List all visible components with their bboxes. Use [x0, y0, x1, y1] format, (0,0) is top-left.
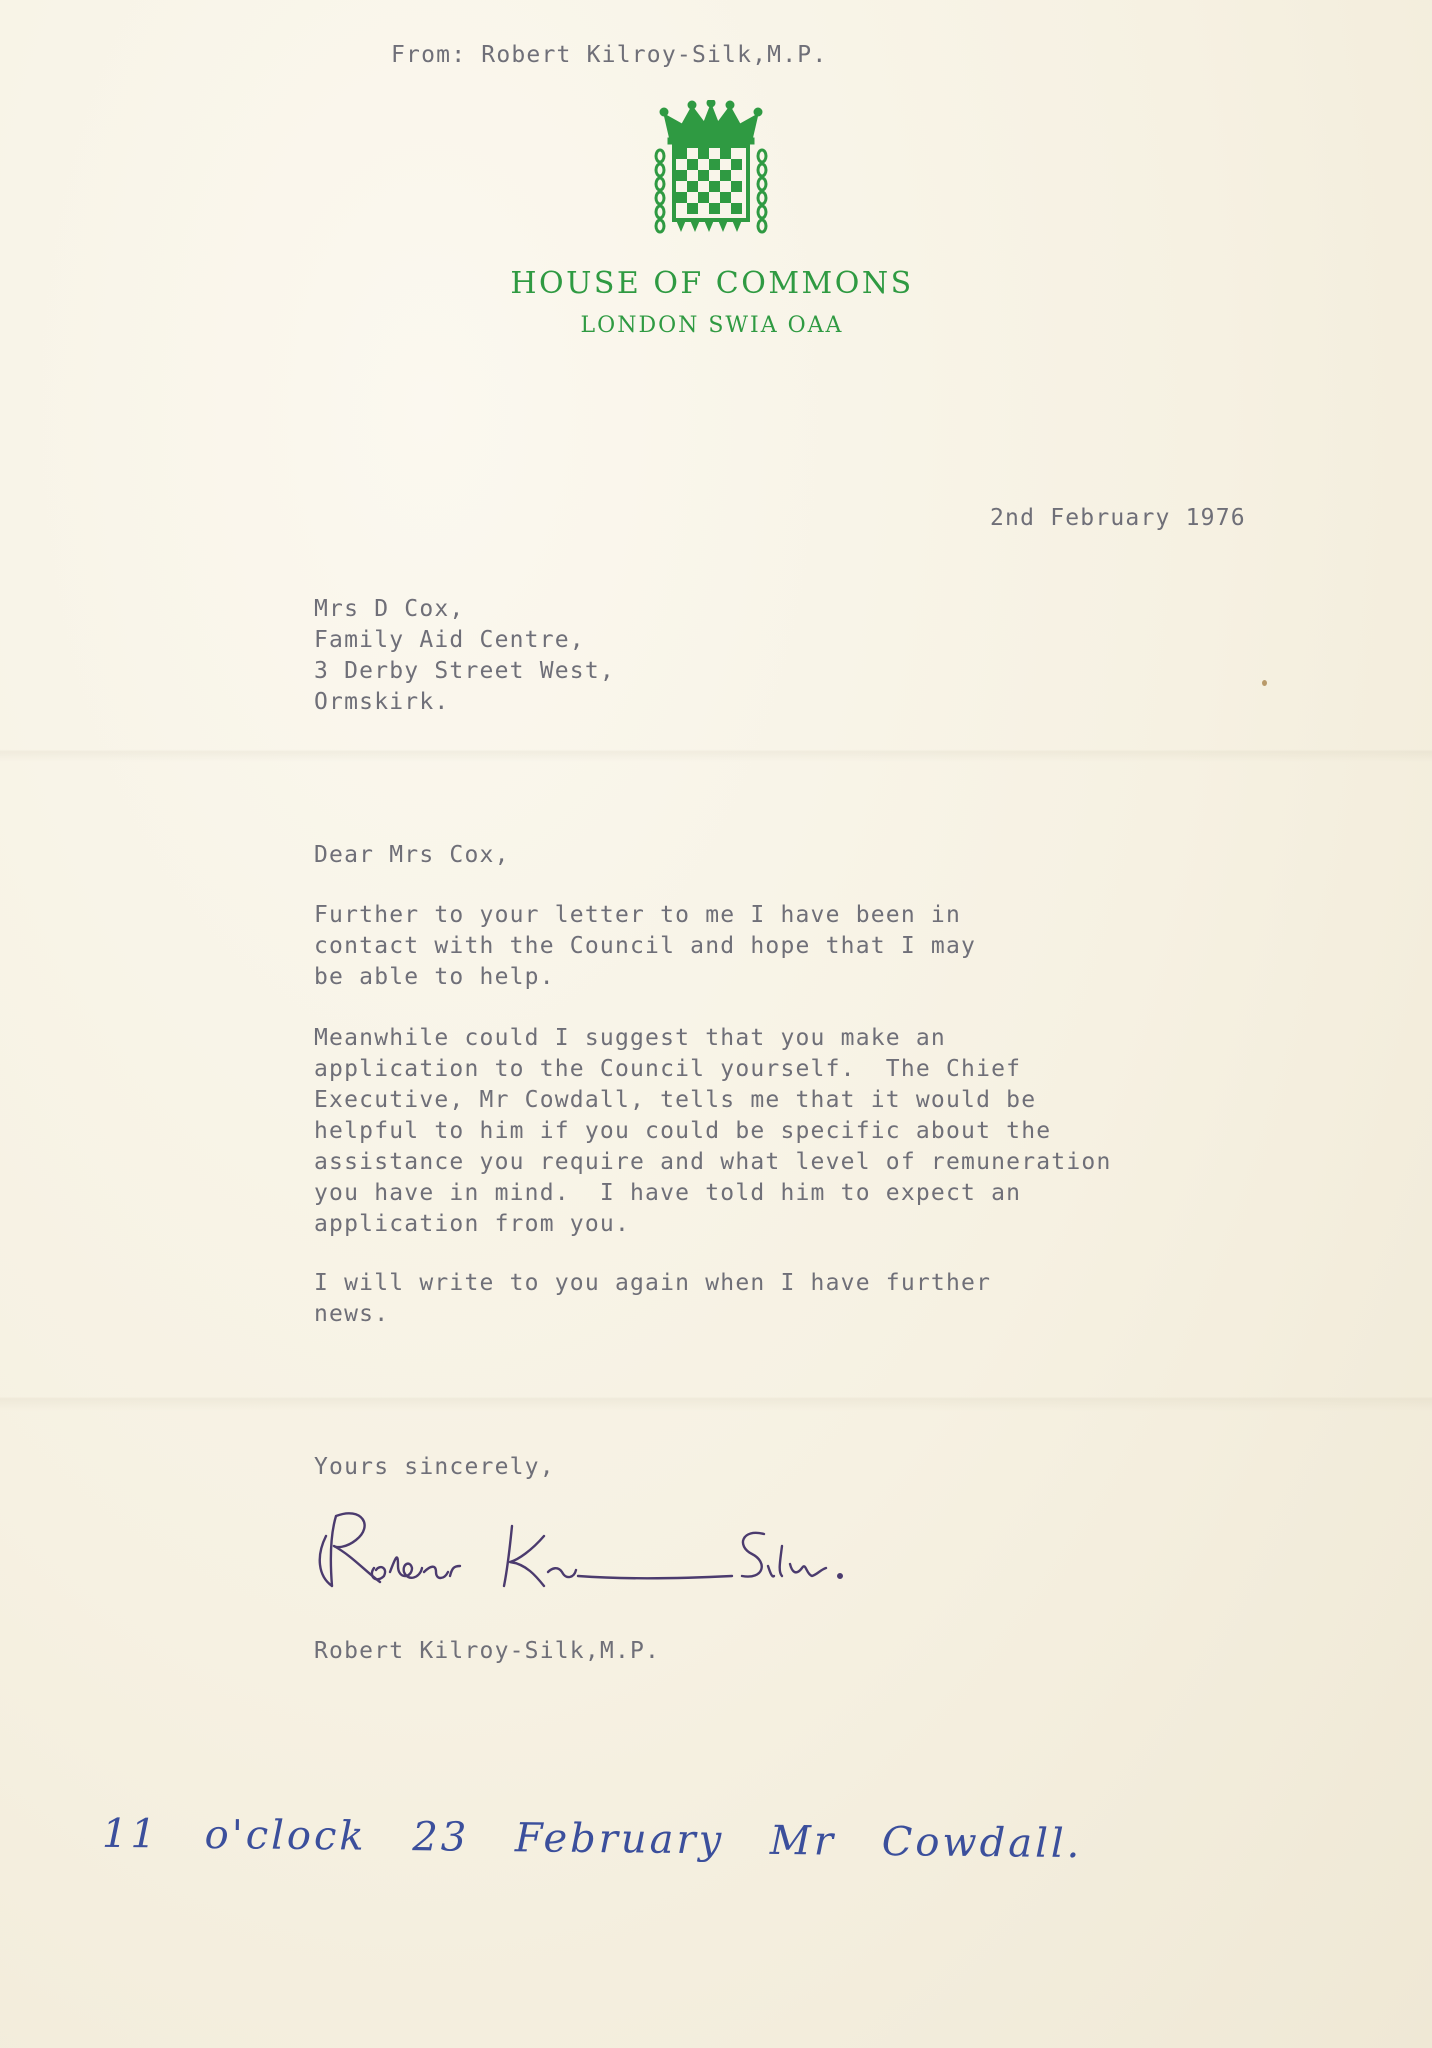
signatory-name: Robert Kilroy-Silk,M.P.: [314, 1638, 661, 1664]
body-line: assistance you require and what level of remuneration: [314, 1149, 1112, 1175]
body-line: application from you.: [314, 1211, 630, 1237]
salutation: Dear Mrs Cox,: [314, 842, 510, 868]
letter-date: 2nd February 1976: [990, 505, 1246, 531]
body-line: you have in mind. I have told him to expect an: [314, 1180, 1022, 1206]
body-line: helpful to him if you could be specific about the: [314, 1118, 1052, 1144]
recipient-line: 3 Derby Street West,: [314, 658, 615, 684]
body-line: I will write to you again when I have further: [314, 1270, 992, 1296]
paper-speck: [1262, 680, 1267, 686]
house-name: HOUSE OF COMMONS: [510, 266, 914, 301]
house-address: LONDON SWIA OAA: [580, 313, 844, 338]
portcullis-crown-icon: [652, 100, 770, 238]
recipient-line: Mrs D Cox,: [314, 596, 465, 622]
recipient-address: [314, 594, 615, 718]
body-line: Further to your letter to me I have been in: [314, 902, 962, 928]
body-line: application to the Council yourself. The Chief: [314, 1056, 1022, 1082]
body-paragraph: [314, 900, 976, 993]
body-paragraph: [314, 1023, 1112, 1240]
recipient-line: Family Aid Centre,: [314, 627, 585, 653]
body-line: contact with the Council and hope that I may: [314, 933, 977, 959]
from-line: From: Robert Kilroy-Silk,M.P.: [391, 42, 828, 68]
handwritten-signature: [312, 1506, 872, 1596]
handwritten-note: 11 o'clock 23 February Mr Cowdall.: [101, 1810, 1083, 1868]
body-line: Executive, Mr Cowdall, tells me that it would be: [314, 1087, 1037, 1113]
closing: Yours sincerely,: [314, 1454, 555, 1480]
body-line: be able to help.: [314, 964, 555, 990]
body-paragraph: [314, 1268, 991, 1330]
body-line: news.: [314, 1301, 390, 1327]
recipient-line: Ormskirk.: [314, 689, 450, 715]
body-line: Meanwhile could I suggest that you make an: [314, 1025, 946, 1051]
